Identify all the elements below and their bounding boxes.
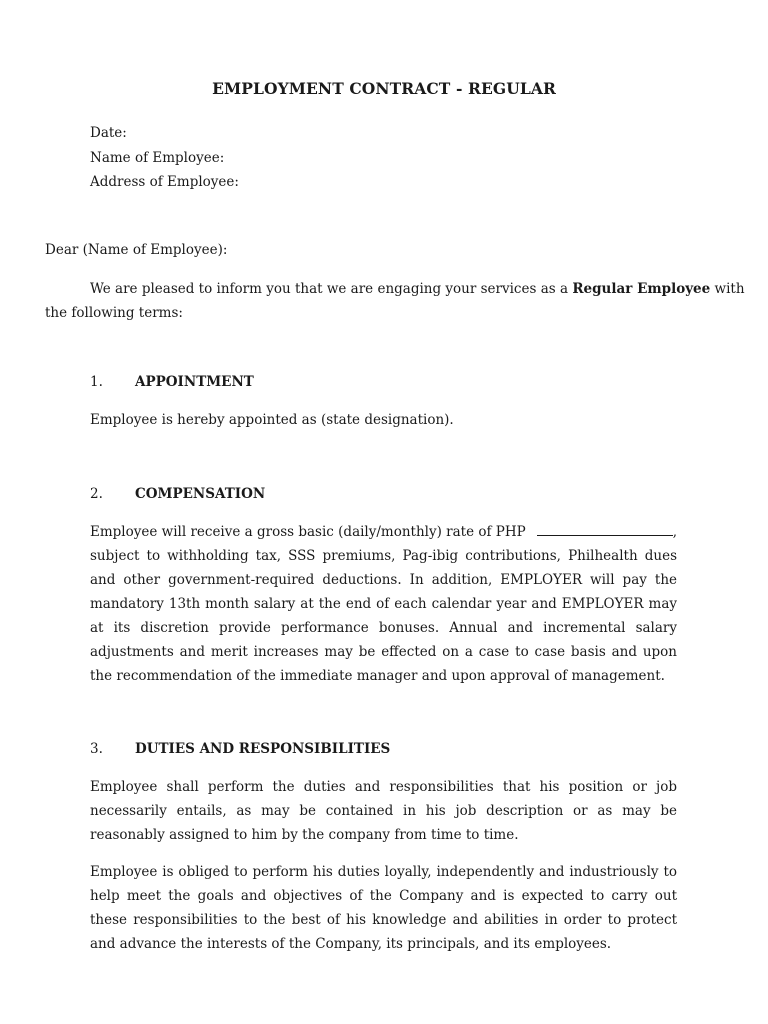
section-heading: APPOINTMENT (135, 374, 254, 390)
section-compensation-heading (90, 486, 265, 502)
employee-name-label: Name of Employee: (90, 149, 225, 166)
duties-paragraph-1: Employee shall perform the duties and responsibilities that his position or job necessarily entails, as may be contained in his job description or as may be reasonably assigned to him by the company from time to time. (90, 779, 677, 843)
document-title: EMPLOYMENT CONTRACT - REGULAR (212, 79, 556, 98)
section-number: 3. (90, 741, 103, 757)
section-duties-heading (90, 741, 390, 757)
appointment-paragraph: Employee is hereby appointed as (state designation). (90, 412, 454, 428)
employee-address-label: Address of Employee: (90, 174, 239, 190)
intro-bold-term: Regular Employee (572, 281, 711, 297)
section-number: 2. (90, 486, 103, 502)
intro-line-1 (45, 277, 745, 301)
compensation-comma: , (672, 524, 677, 540)
section-appointment-heading (90, 374, 254, 390)
intro-text-before: We are pleased to inform you that we are engaging your services as a (90, 281, 573, 297)
salutation: Dear (Name of Employee): (45, 242, 228, 258)
intro-text-after: with (710, 281, 745, 297)
compensation-text-start: Employee will receive a gross basic (daily/monthly) rate of PHP (90, 524, 526, 540)
header-fields (90, 121, 239, 195)
date-label: Date: (90, 125, 127, 141)
intro-paragraph (45, 277, 745, 325)
compensation-line-1 (90, 520, 677, 544)
compensation-text-rest: subject to withholding tax, SSS premiums, Pag-ibig contributions, Philhealth dues and other government-required deductions. In addition, EMPLOYER will pay the mandatory 13th month salary at the end of each calendar year and EMPLOYER may at its discretion provide performance bonuses. Annual and incremental salary adjustments and merit increases may be effected on a case to case basis and upon the recommendation of the immediate manager and upon approval of management. (90, 548, 677, 684)
intro-line-2: the following terms: (45, 305, 183, 321)
section-number: 1. (90, 374, 103, 390)
section-heading: DUTIES AND RESPONSIBILITIES (135, 741, 391, 757)
compensation-paragraph (90, 520, 677, 688)
duties-paragraph-2: Employee is obliged to perform his duties loyally, independently and industriously to help meet the goals and objectives of the Company and is expected to carry out these responsibilities to the best of his knowledge and abilities in order to protect and advance the interests of the Company, its principals, and its employees. (90, 864, 677, 952)
section-heading: COMPENSATION (135, 486, 266, 502)
salary-blank-line (537, 523, 673, 536)
